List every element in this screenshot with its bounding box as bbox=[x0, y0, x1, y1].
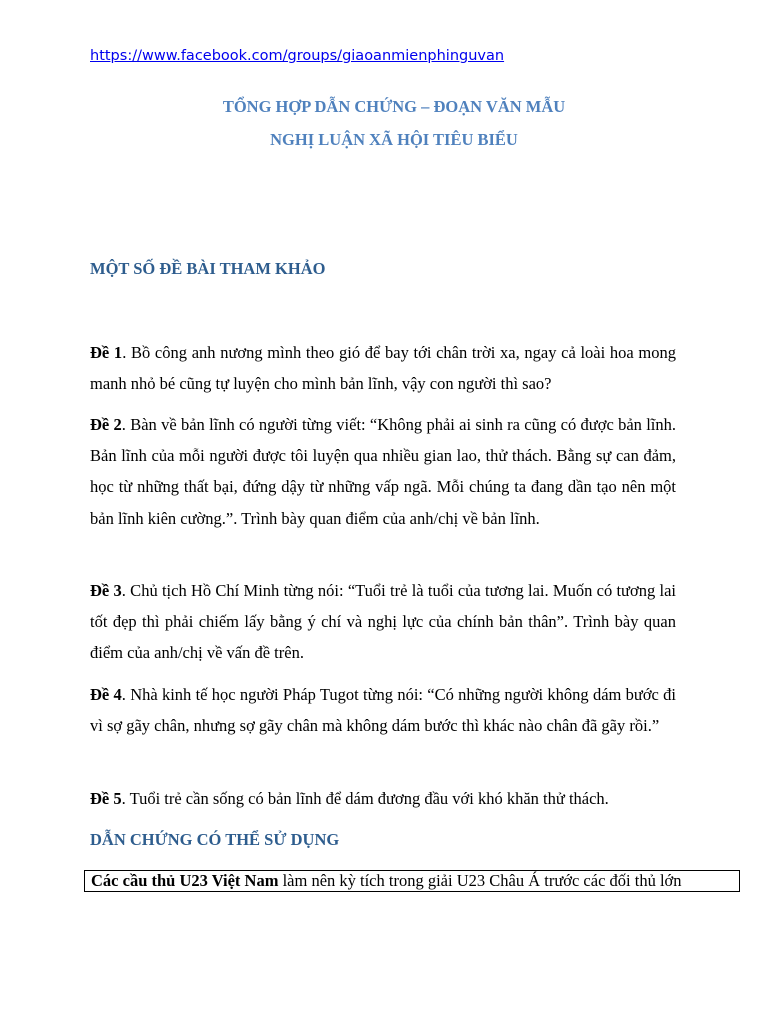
prompt-text: . Nhà kinh tế học người Pháp Tugot từng nói: “Có những người không dám bước đi vì sợ gãy chân, nhưng sợ gãy chân mà không dám bước thì khác nào chân đã gãy rồi.” bbox=[90, 685, 676, 736]
prompt-paragraph bbox=[90, 679, 676, 741]
evidence-subject: Các cầu thủ U23 Việt Nam bbox=[91, 871, 279, 890]
prompt-label: Đề 3 bbox=[90, 581, 122, 600]
prompt-label: Đề 2 bbox=[90, 415, 122, 434]
prompt-label: Đề 4 bbox=[90, 685, 122, 704]
document-title-line-1: TỔNG HỢP DẪN CHỨNG – ĐOẠN VĂN MẪU bbox=[222, 97, 566, 116]
section-heading-evidence: DẪN CHỨNG CÓ THỂ SỬ DỤNG bbox=[90, 830, 340, 849]
prompt-label: Đề 5 bbox=[90, 789, 122, 808]
facebook-group-link[interactable]: https://www.facebook.com/groups/giaoanmienphinguvan bbox=[90, 48, 505, 64]
prompt-paragraph bbox=[90, 337, 676, 399]
document-title-line-2: NGHỊ LUẬN XÃ HỘI TIÊU BIỂU bbox=[270, 130, 518, 149]
prompt-paragraph bbox=[90, 783, 676, 814]
section-heading-reference-prompts: MỘT SỐ ĐỀ BÀI THAM KHẢO bbox=[90, 259, 326, 278]
prompt-label: Đề 1 bbox=[90, 343, 123, 362]
prompt-paragraph bbox=[90, 575, 676, 669]
prompt-text: . Bàn về bản lĩnh có người từng viết: “Không phải ai sinh ra cũng có được bản lĩnh. Bản lĩnh của mỗi người được tôi luyện qua nhiều gian lao, thử thách. Bằng sự can đảm, học từ những thất bại, đứng dậy từ những vấp ngã. Mỗi chúng ta đang dần tạo nên một bản lĩnh kiên cường.”. Trình bày quan điểm của anh/chị về bản lĩnh. bbox=[90, 415, 676, 528]
evidence-text: làm nên kỳ tích trong giải U23 Châu Á trước các đối thủ lớn bbox=[278, 871, 682, 890]
evidence-box bbox=[84, 870, 740, 892]
prompt-text: . Bồ công anh nương mình theo gió để bay tới chân trời xa, ngay cả loài hoa mong manh nhỏ bé cũng tự luyện cho mình bản lĩnh, vậy con người thì sao? bbox=[90, 343, 676, 394]
prompt-paragraph bbox=[90, 409, 676, 534]
prompt-text: . Chủ tịch Hồ Chí Minh từng nói: “Tuổi trẻ là tuổi của tương lai. Muốn có tương lai tốt đẹp thì phải chiếm lấy bằng ý chí và nghị lực của chính bản thân”. Trình bày quan điểm của anh/chị về vấn đề trên. bbox=[90, 581, 676, 663]
prompt-text: . Tuổi trẻ cần sống có bản lĩnh để dám đương đầu với khó khăn thử thách. bbox=[121, 789, 609, 808]
